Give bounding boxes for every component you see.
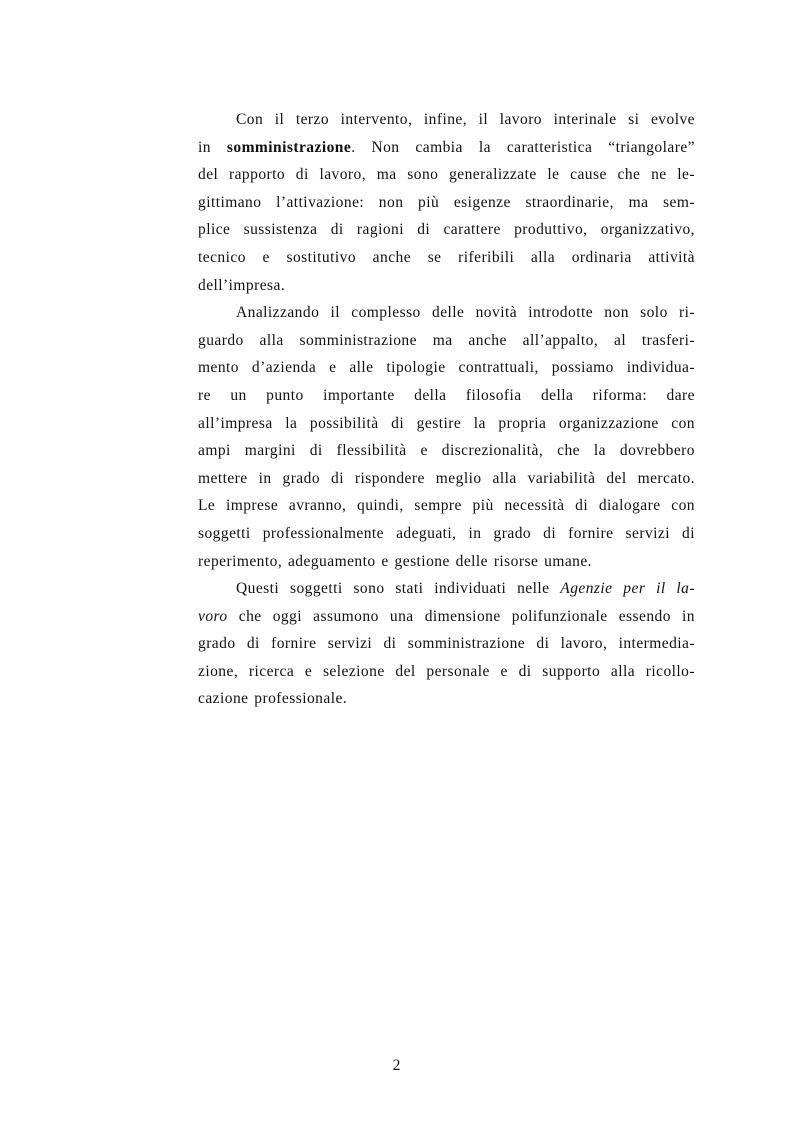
text-segment: Le imprese avranno, quindi, sempre più necessità di dialogare con [198,497,695,515]
text-segment: ampi margini di flessibilità e discrezionalità, che la dovrebbero [198,442,695,460]
text-line [198,410,695,438]
text-line [198,134,695,162]
text-line [198,327,695,355]
text-segment: dell’impresa. [198,276,286,294]
text-line [198,106,695,134]
text-line [198,382,695,410]
text-line [198,658,695,686]
text-line [198,189,695,217]
text-segment: cazione professionale. [198,690,348,708]
text-line [198,548,695,576]
bold-term: somministrazione [226,138,352,156]
text-line [198,520,695,548]
text-line [198,465,695,493]
text-line [198,685,695,713]
text-segment: grado di fornire servizi di somministrazione di lavoro, intermedia- [198,635,695,653]
text-segment: mettere in grado di rispondere meglio alla variabilità del mercato. [198,469,695,487]
text-segment: soggetti professionalmente adeguati, in grado di fornire servizi di [198,524,695,542]
text-segment: zione, ricerca e selezione del personale e di supporto alla ricollo- [198,662,695,680]
paragraph [198,106,695,299]
text-line [198,244,695,272]
text-segment: re un punto importante della filosofia della riforma: dare [198,386,695,404]
text-line [198,354,695,382]
text-line [198,492,695,520]
page-number: 2 [392,1057,401,1074]
text-line [198,575,695,603]
italic-term: voro [198,607,228,625]
text-segment: mento d’azienda e alle tipologie contrattuali, possiamo individua- [198,359,695,377]
text-segment: gittimano l’attivazione: non più esigenze straordinarie, ma sem- [198,193,695,211]
text-segment: del rapporto di lavoro, ma sono generalizzate le cause che ne le- [198,166,695,184]
text-line [198,216,695,244]
body-text [198,106,695,713]
text-line [198,437,695,465]
text-segment: plice sussistenza di ragioni di carattere produttivo, organizzativo, [198,221,695,239]
text-line [198,272,695,300]
text-segment: reperimento, adeguamento e gestione delle risorse umane. [198,552,593,570]
text-line [198,299,695,327]
text-segment: . Non cambia la caratteristica “triangolare” [351,138,695,156]
text-segment: che oggi assumono una dimensione polifunzionale essendo in [227,607,695,625]
text-segment: guardo alla somministrazione ma anche all’appalto, al trasferi- [198,331,695,349]
text-segment: all’impresa la possibilità di gestire la propria organizzazione con [198,414,695,432]
text-segment: Con il terzo intervento, infine, il lavoro interinale si evolve [236,111,695,128]
text-line [198,161,695,189]
text-line [198,603,695,631]
paragraph [198,575,695,713]
text-segment: Questi soggetti sono stati individuati nelle [236,580,561,598]
italic-term: Agenzie per il la- [560,580,695,598]
text-line [198,630,695,658]
text-segment: in [198,138,227,156]
paragraph [198,299,695,575]
text-segment: Analizzando il complesso delle novità introdotte non solo ri- [236,304,695,322]
text-segment: tecnico e sostitutivo anche se riferibili alla ordinaria attività [198,248,695,266]
